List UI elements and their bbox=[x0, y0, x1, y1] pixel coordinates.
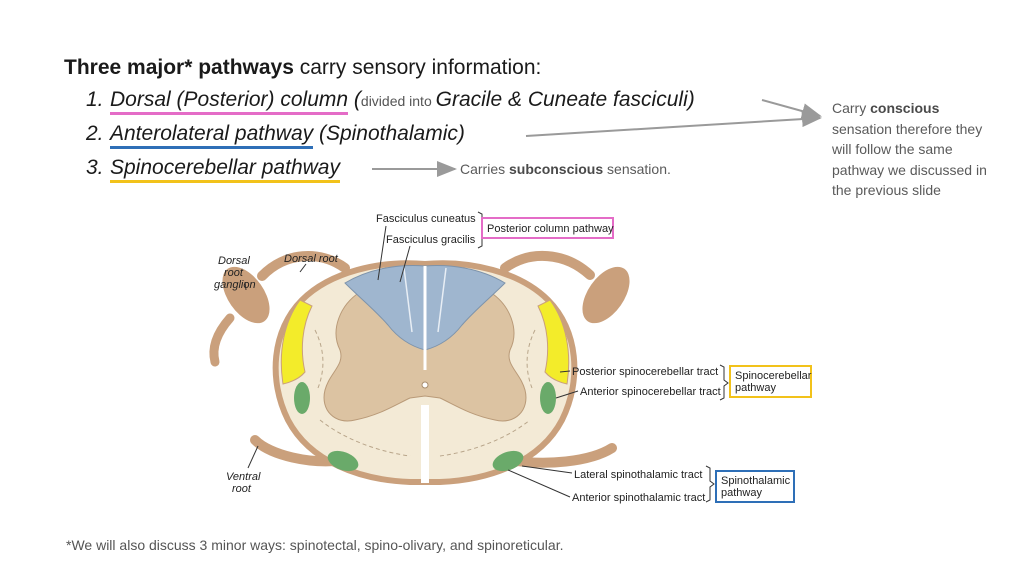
arrow-dorsal-to-note bbox=[762, 100, 820, 116]
central-canal bbox=[422, 382, 428, 388]
note-pre: Carry bbox=[832, 100, 871, 116]
sub-pre: Carries bbox=[460, 161, 510, 177]
pathway-number: 3. bbox=[86, 156, 104, 179]
label-drg-line2: root bbox=[224, 267, 243, 279]
label-anterior-spinothalamic: Anterior spinothalamic tract bbox=[572, 492, 706, 504]
label-anterior-spinocerebellar: Anterior spinocerebellar tract bbox=[580, 386, 721, 398]
label-ventral-root-line2: root bbox=[232, 483, 251, 495]
label-drg-line3: ganglion bbox=[214, 279, 256, 291]
heading-bold: Three major* pathways bbox=[64, 56, 294, 79]
pathway-name-dorsal-column: Dorsal (Posterior) column bbox=[110, 88, 348, 115]
pathway-name-anterolateral: Anterolateral pathway bbox=[110, 122, 313, 149]
sub-post: sensation. bbox=[603, 161, 671, 177]
label-dorsal-root: Dorsal root bbox=[284, 253, 338, 265]
sub-bold: subconscious bbox=[509, 161, 604, 177]
label-posterior-spinocerebellar: Posterior spinocerebellar tract bbox=[572, 366, 719, 378]
anterior-spinocerebellar-tract-right bbox=[540, 382, 556, 414]
spinocerebellar-box-line1: Spinocerebellar bbox=[735, 370, 812, 382]
anterior-fissure bbox=[421, 405, 429, 483]
heading-rest: carry sensory information: bbox=[293, 56, 542, 79]
spinal-cord-diagram bbox=[200, 205, 820, 510]
pathway-name-spinocerebellar: Spinocerebellar pathway bbox=[110, 156, 340, 183]
pathway-extra: Gracile & Cuneate fasciculi) bbox=[435, 88, 695, 111]
spinothalamic-box-line2: pathway bbox=[721, 487, 762, 499]
label-fasciculus-cuneatus: Fasciculus cuneatus bbox=[376, 213, 476, 225]
label-drg-line1: Dorsal bbox=[218, 255, 250, 267]
divided-into-text: divided into bbox=[360, 93, 436, 109]
note-post: sensation therefore they will follow the same pathway we discussed in the previous slide bbox=[832, 120, 987, 198]
footnote: *We will also discuss 3 minor ways: spinotectal, spino-olivary, and spinoreticular. bbox=[66, 537, 564, 553]
label-lateral-spinothalamic: Lateral spinothalamic tract bbox=[574, 469, 703, 481]
conscious-note bbox=[832, 98, 1002, 201]
spinocerebellar-box-line2: pathway bbox=[735, 382, 776, 394]
note-bold: conscious bbox=[870, 100, 940, 116]
spinothalamic-box-line1: Spinothalamic bbox=[721, 475, 791, 487]
label-ventral-root-line1: Ventral bbox=[226, 471, 261, 483]
pathway-number: 2. bbox=[86, 122, 104, 145]
arrow-anterolateral-to-note bbox=[526, 118, 820, 136]
paren-open: ( bbox=[348, 88, 361, 111]
anterior-spinocerebellar-tract-left bbox=[294, 382, 310, 414]
pathway-extra: (Spinothalamic) bbox=[313, 122, 465, 145]
label-fasciculus-gracilis: Fasciculus gracilis bbox=[386, 234, 476, 246]
posterior-column-box-label: Posterior column pathway bbox=[487, 223, 614, 235]
subconscious-note bbox=[460, 161, 671, 177]
dorsal-root-right bbox=[505, 256, 590, 275]
pathway-number: 1. bbox=[86, 88, 104, 111]
